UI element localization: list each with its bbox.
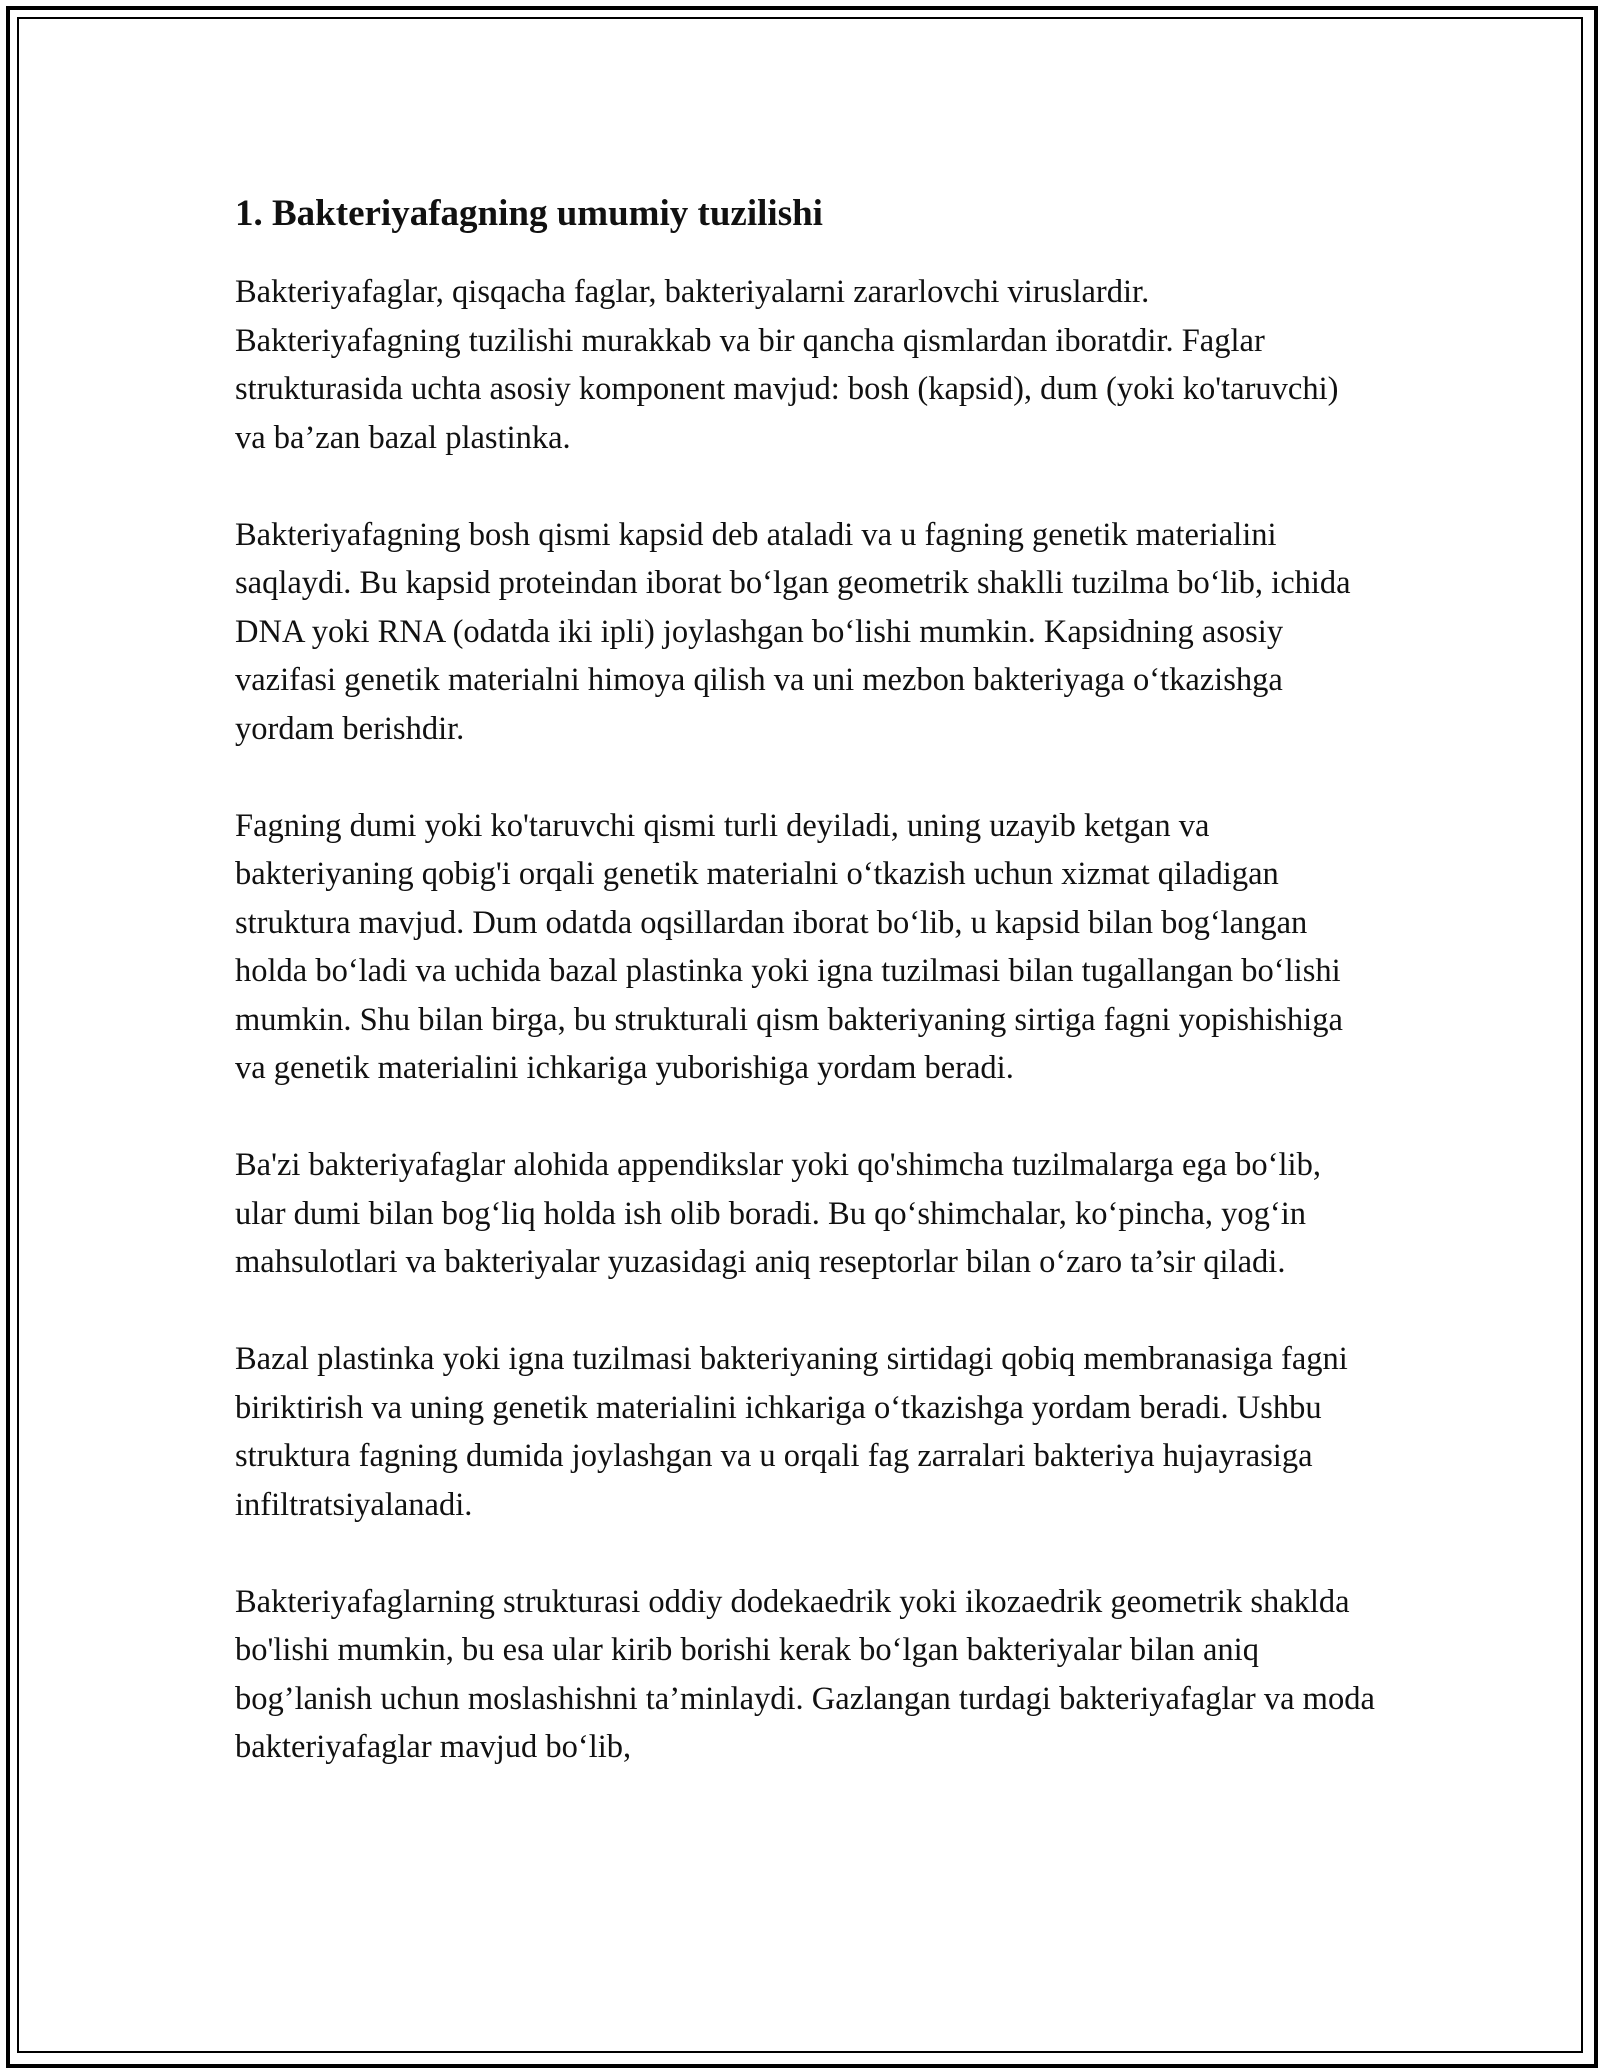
paragraph-appendages: Ba'zi bakteriyafaglar alohida appendikslar yoki qo'shimcha tuzilmalarga ega bo‘lib, ular dumi bilan bog‘liq holda ish olib boradi. Bu qo‘shimchalar, ko‘pincha, yog‘in mahsulotlari va bakteriyalar yuzasidagi aniq reseptorlar bilan o‘zaro ta’sir qiladi. [235, 1147, 1321, 1280]
paragraph-geometry: Bakteriyafaglarning strukturasi oddiy dodekaedrik yoki ikozaedrik geometrik shaklda bo'lishi mumkin, bu esa ular kirib borishi kerak bo‘lgan bakteriyalar bilan aniq bog’lanish uchun moslashishni ta’minlaydi. Gazlangan turdagi bakteriyafaglar va moda bakteriyafaglar mavjud bo‘lib, [235, 1583, 1375, 1765]
document-body [235, 190, 1375, 1772]
paragraph-baseplate: Bazal plastinka yoki igna tuzilmasi bakteriyaning sirtidagi qobiq membranasiga fagni biriktirish va uning genetik materialini ichkariga o‘tkazishga yordam beradi. Ushbu struktura fagning dumida joylashgan va u orqali fag zarralari bakteriya hujayrasiga infiltratsiyalanadi. [235, 1341, 1348, 1523]
paragraph-capsid: Bakteriyafagning bosh qismi kapsid deb ataladi va u fagning genetik materialini saqlaydi. Bu kapsid proteindan iborat bo‘lgan geometrik shaklli tuzilma bo‘lib, ichida DNA yoki RNA (odatda iki ipli) joylashgan bo‘lishi mumkin. Kapsidning asosiy vazifasi genetik materialni himoya qilish va uni mezbon bakteriyaga o‘tkazishga yordam berishdir. [235, 516, 1351, 747]
paragraph-intro: Bakteriyafaglar, qisqacha faglar, bakteriyalarni zararlovchi viruslardir. Bakteriyafagning tuzilishi murakkab va bir qancha qismlardan iboratdir. Faglar strukturasida uchta asosiy komponent mavjud: bosh (kapsid), dum (yoki ko'taruvchi) va ba’zan bazal plastinka. [235, 274, 1339, 456]
section-heading: 1. Bakteriyafagning umumiy tuzilishi [235, 193, 823, 234]
paragraph-tail: Fagning dumi yoki ko'taruvchi qismi turli deyiladi, uning uzayib ketgan va bakteriyaning qobig'i orqali genetik materialni o‘tkazish uchun xizmat qiladigan struktura mavjud. Dum odatda oqsillardan iborat bo‘lib, u kapsid bilan bog‘langan holda bo‘ladi va uchida bazal plastinka yoki igna tuzilmasi bilan tugallangan bo‘lishi mumkin. Shu bilan birga, bu strukturali qism bakteriyaning sirtiga fagni yopishishiga va genetik materialini ichkariga yuborishiga yordam beradi. [235, 807, 1343, 1086]
